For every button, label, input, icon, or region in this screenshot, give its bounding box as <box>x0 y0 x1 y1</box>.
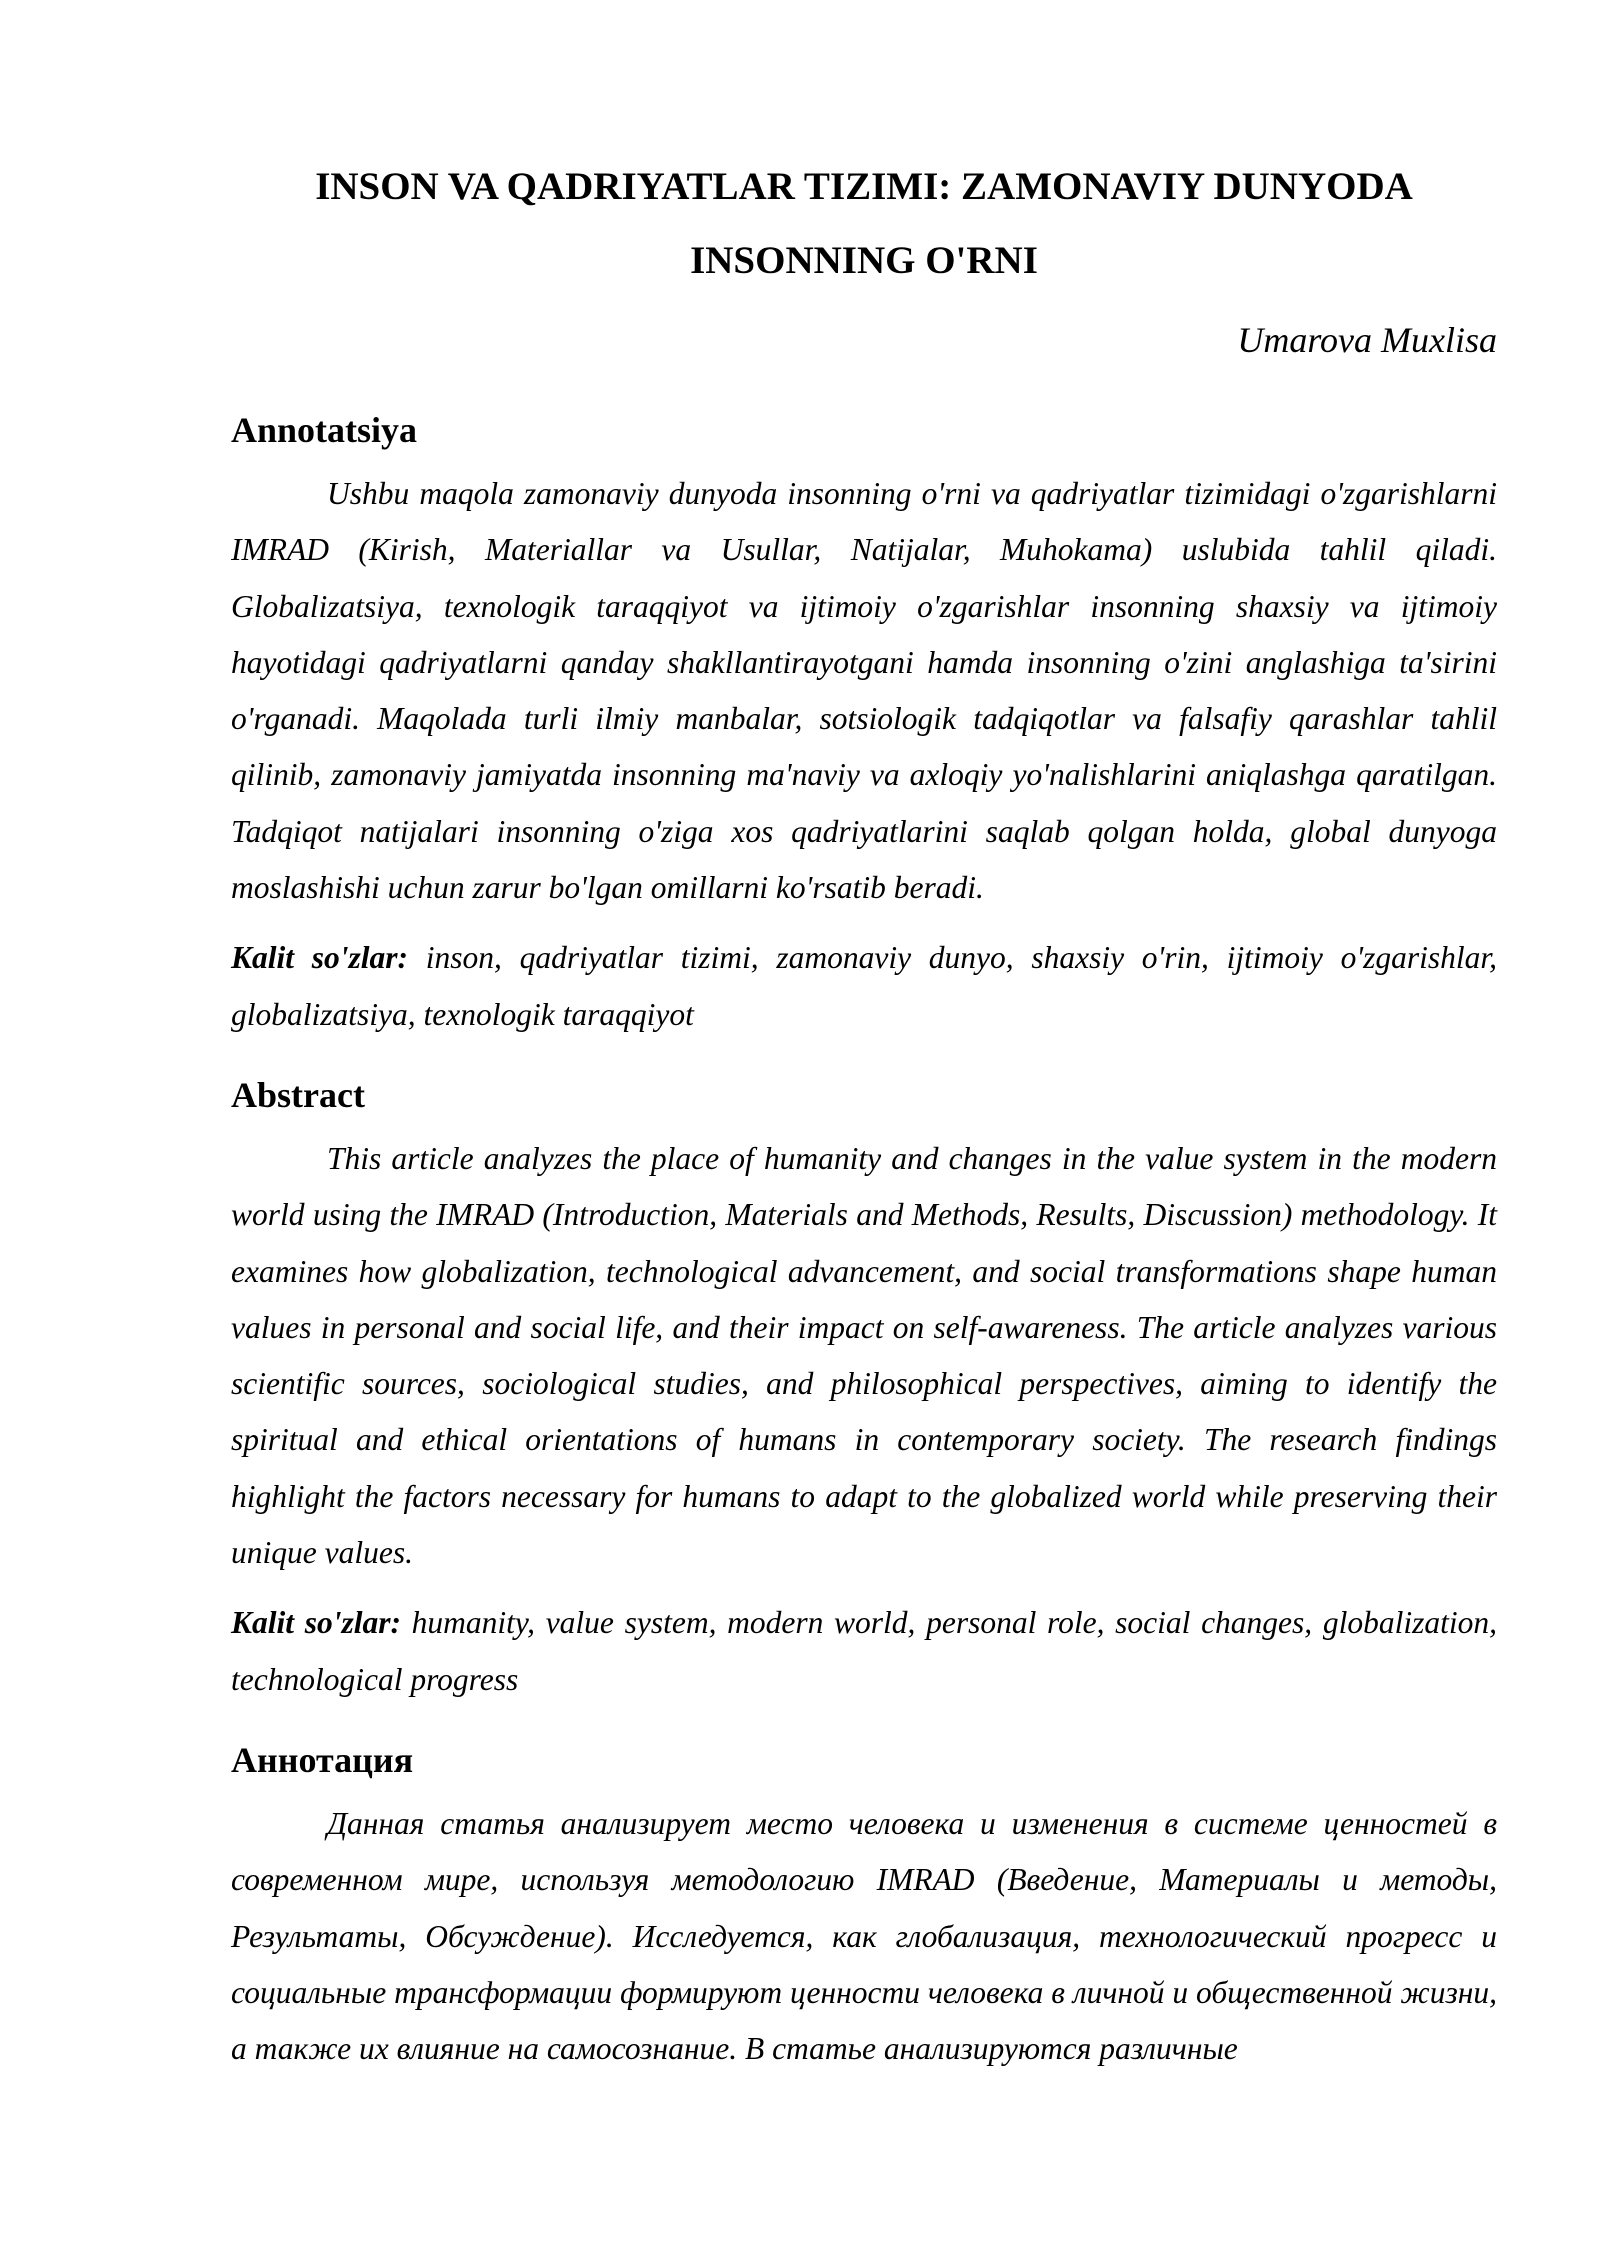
annotation-text-ru: Данная статья анализирует место человека и изменения в системе ценностей в современном мире, используя методологию IMRAD (Введение, Материалы и методы, Результаты, Обсуждение). Исследуется, как глобализация, технологический прогресс и социальные трансформации формируют ценности человека в личной и общественной жизни, а также их влияние на самосознание. В статье анализируются различные <box>231 1805 1497 2067</box>
abstract-text-en: This article analyzes the place of humanity and changes in the value system in the modern world using the IMRAD (Introduction, Materials and Methods, Results, Discussion) methodology. It examines how globalization, technological advancement, and social transformations shape human values in personal and social life, and their impact on self-awareness. The article analyzes various scientific sources, sociological studies, and philosophical perspectives, aiming to identify the spiritual and ethical orientations of humans in contemporary society. The research findings highlight the factors necessary for humans to adapt to the globalized world while preserving their unique values. <box>231 1140 1497 1571</box>
keywords-en <box>231 1595 1497 1708</box>
annotation-text-uz: Ushbu maqola zamonaviy dunyoda insonning o'rni va qadriyatlar tizimidagi o'zgarishlarni IMRAD (Kirish, Materiallar va Usullar, Natijalar, Muhokama) uslubida tahlil qiladi. Globalizatsiya, texnologik taraqqiyot va ijtimoiy o'zgarishlar insonning shaxsiy va ijtimoiy hayotidagi qadriyatlarni qanday shakllantirayotgani hamda insonning o'zini anglashiga ta'sirini o'rganadi. Maqolada turli ilmiy manbalar, sotsiologik tadqiqotlar va falsafiy qarashlar tahlil qilinib, zamonaviy jamiyatda insonning ma'naviy va axloqiy yo'nalishlarini aniqlashga qaratilgan. Tadqiqot natijalari insonning o'ziga xos qadriyatlarini saqlab qolgan holda, global dunyoga moslashishi uchun zarur bo'lgan omillarni ko'rsatib beradi. <box>231 476 1497 906</box>
keywords-label: Kalit so'zlar: <box>231 940 408 976</box>
keywords-uz <box>231 930 1497 1043</box>
paper-page <box>231 150 1497 2077</box>
paper-title: INSON VA QADRIYATLAR TIZIMI: ZAMONAVIY DUNYODA INSONNING O'RNI <box>315 165 1413 282</box>
keywords-list: inson, qadriyatlar tizimi, zamonaviy dunyo, shaxsiy o'rin, ijtimoiy o'zgarishlar, globalizatsiya, texnologik taraqqiyot <box>231 940 1497 1032</box>
keywords-label: Kalit so'zlar: <box>231 1605 401 1641</box>
annotation-heading-ru: Аннотация <box>231 1739 414 1780</box>
annotation-heading-uz: Annotatsiya <box>231 410 418 450</box>
keywords-list: humanity, value system, modern world, personal role, social changes, globalization, technological progress <box>231 1605 1497 1697</box>
author-name: Umarova Muxlisa <box>1237 320 1497 360</box>
abstract-heading-en: Abstract <box>231 1074 365 1115</box>
